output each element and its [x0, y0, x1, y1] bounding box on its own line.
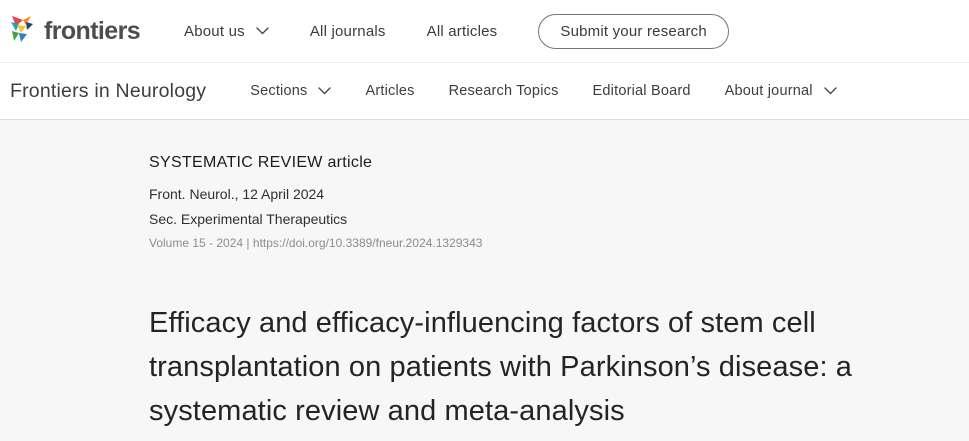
top-nav-links [184, 14, 729, 49]
volume-doi-line [149, 236, 949, 250]
nav-item-label: Research Topics [448, 83, 559, 99]
journal-nav-links [250, 83, 836, 99]
journal-nav [0, 62, 969, 120]
frontiers-logo[interactable] [8, 14, 140, 49]
nav-item-editorial-board[interactable] [593, 83, 691, 99]
chevron-down-icon [824, 87, 837, 95]
nav-item-label: About us [184, 22, 245, 40]
article-citation: Front. Neurol., 12 April 2024 [149, 186, 325, 202]
nav-item-label: About journal [724, 83, 813, 99]
nav-item-articles[interactable] [365, 83, 414, 99]
doi-link[interactable]: https://doi.org/10.3389/fneur.2024.1329343 [252, 236, 483, 250]
nav-item-research-topics[interactable] [449, 83, 559, 99]
nav-item-sections[interactable] [250, 83, 331, 99]
article-type-suffix: article [327, 154, 373, 171]
nav-item-all-articles[interactable] [427, 23, 498, 40]
nav-item-about-us[interactable] [184, 23, 269, 40]
nav-item-label: Articles [365, 83, 415, 99]
frontiers-logo-text: frontiers [44, 16, 141, 45]
nav-item-all-journals[interactable] [310, 23, 386, 40]
nav-item-about-journal[interactable] [725, 83, 837, 99]
nav-item-label: All articles [426, 22, 498, 40]
divider: | [246, 236, 250, 250]
chevron-down-icon [318, 87, 331, 95]
article-header [0, 120, 969, 441]
journal-name-link[interactable]: Frontiers in Neurology [10, 79, 207, 102]
nav-item-label: Sections [250, 83, 308, 99]
article-title: Efficacy and efficacy-influencing factors of stem cell transplantation on patients with Parkinson’s disease: a systematic review and meta-analysis [149, 307, 853, 427]
nav-item-label: All journals [309, 22, 386, 40]
volume-text: Volume 15 - 2024 [149, 236, 244, 250]
article-type-label: SYSTEMATIC REVIEW [149, 154, 323, 171]
article-type [149, 154, 949, 172]
frontiers-pinwheel-icon [8, 14, 36, 49]
article-section-link[interactable]: Sec. Experimental Therapeutics [149, 211, 348, 227]
top-nav [0, 0, 969, 62]
chevron-down-icon [256, 27, 269, 35]
submit-research-button[interactable]: Submit your research [538, 14, 729, 49]
nav-item-label: Editorial Board [592, 83, 691, 99]
